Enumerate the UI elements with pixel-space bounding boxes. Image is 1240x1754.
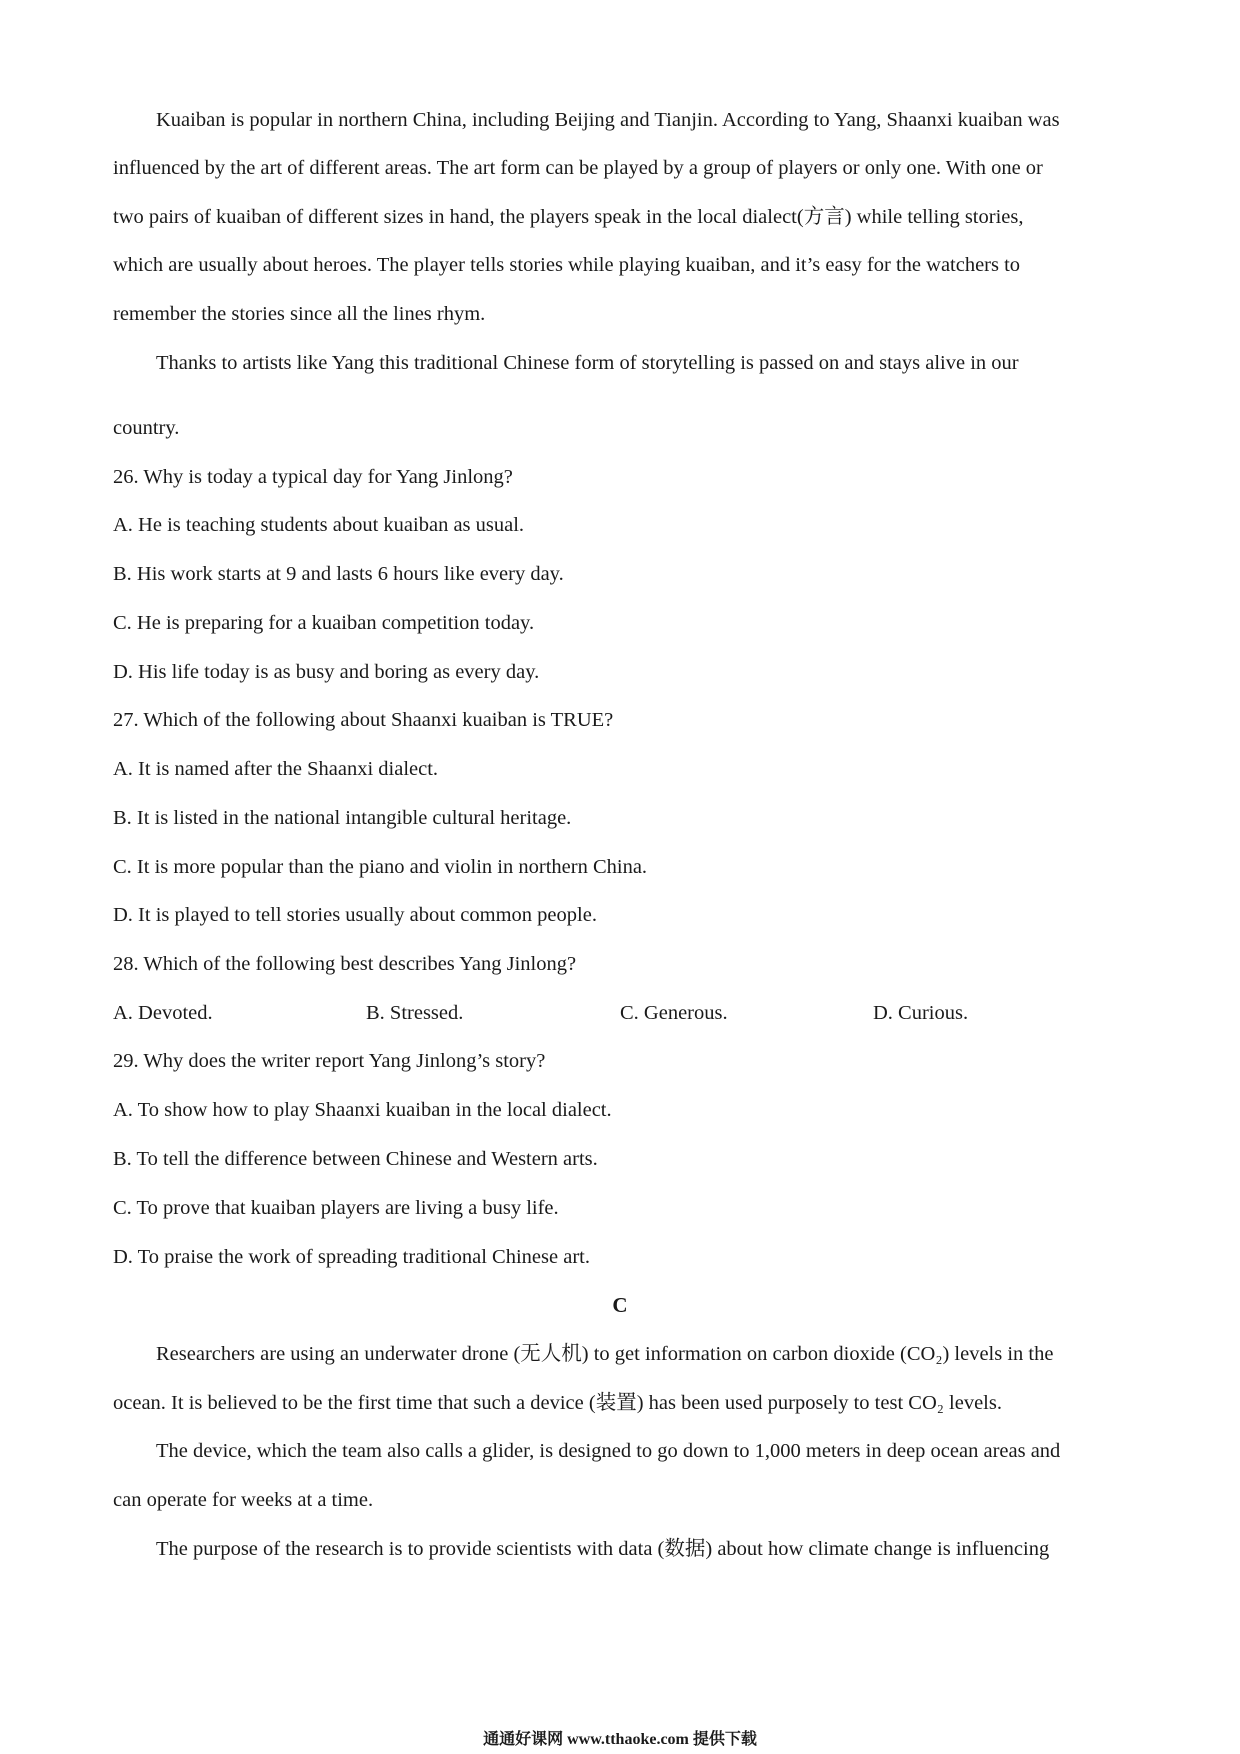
passage-b-p2-line1: Thanks to artists like Yang this traditional Chinese form of storytelling is passed on and stays alive in our	[156, 352, 1019, 374]
passage-b-p1-line4: which are usually about heroes. The player tells stories while playing kuaiban, and it’s easy for the watchers to	[113, 254, 1021, 276]
question-28-option-c: C. Generous.	[620, 1002, 728, 1024]
passage-c-p1-line1: Researchers are using an underwater drone (无人机) to get information on carbon dioxide (CO₂) levels in the	[156, 1343, 1054, 1365]
question-28-option-d: D. Curious.	[873, 1002, 969, 1024]
question-28-stem: 28. Which of the following best describes Yang Jinlong?	[113, 953, 577, 975]
question-29-stem: 29. Why does the writer report Yang Jinlong’s story?	[113, 1050, 546, 1072]
question-29-option-b: B. To tell the difference between Chinese and Western arts.	[113, 1148, 598, 1170]
question-26-option-c: C. He is preparing for a kuaiban competition today.	[113, 612, 535, 634]
question-27-stem: 27. Which of the following about Shaanxi kuaiban is TRUE?	[113, 709, 614, 731]
passage-b-p1-line5: remember the stories since all the lines rhym.	[113, 303, 486, 325]
question-27-option-b: B. It is listed in the national intangible cultural heritage.	[113, 807, 572, 829]
passage-b-p1-line1: Kuaiban is popular in northern China, including Beijing and Tianjin. According to Yang, Shaanxi kuaiban was	[156, 109, 1060, 131]
question-29-option-a: A. To show how to play Shaanxi kuaiban in the local dialect.	[113, 1099, 612, 1121]
question-28-option-a: A. Devoted.	[113, 1002, 213, 1024]
passage-c-p2-line2: can operate for weeks at a time.	[113, 1489, 374, 1511]
question-26-option-a: A. He is teaching students about kuaiban as usual.	[113, 514, 525, 536]
passage-c-p2-line1: The device, which the team also calls a glider, is designed to go down to 1,000 meters in deep ocean areas and	[156, 1440, 1061, 1462]
question-26-stem: 26. Why is today a typical day for Yang Jinlong?	[113, 466, 513, 488]
passage-b-p2-line2: country.	[113, 417, 180, 439]
question-28-options	[113, 1000, 1127, 1026]
question-28-option-b: B. Stressed.	[366, 1002, 464, 1024]
question-27-option-c: C. It is more popular than the piano and violin in northern China.	[113, 856, 648, 878]
passage-c-p1-line2: ocean. It is believed to be the first time that such a device (装置) has been used purposely to test CO₂ levels.	[113, 1392, 1002, 1414]
question-27-option-a: A. It is named after the Shaanxi dialect.	[113, 758, 439, 780]
passage-b-p1-line2: influenced by the art of different areas. The art form can be played by a group of players or only one. With one or	[113, 157, 1043, 179]
passage-c-p3-line1: The purpose of the research is to provide scientists with data (数据) about how climate change is influencing	[156, 1538, 1050, 1560]
question-26-option-d: D. His life today is as busy and boring as every day.	[113, 661, 540, 683]
question-26-option-b: B. His work starts at 9 and lasts 6 hours like every day.	[113, 563, 564, 585]
question-29-option-c: C. To prove that kuaiban players are living a busy life.	[113, 1197, 559, 1219]
question-27-option-d: D. It is played to tell stories usually about common people.	[113, 904, 597, 926]
passage-b-p1-line3: two pairs of kuaiban of different sizes in hand, the players speak in the local dialect(方言) while telling stories,	[113, 206, 1024, 228]
page-footer: 通通好课网 www.tthaoke.com 提供下载	[483, 1731, 757, 1748]
question-29-option-d: D. To praise the work of spreading traditional Chinese art.	[113, 1246, 590, 1268]
passage-c-heading: C	[612, 1293, 628, 1317]
